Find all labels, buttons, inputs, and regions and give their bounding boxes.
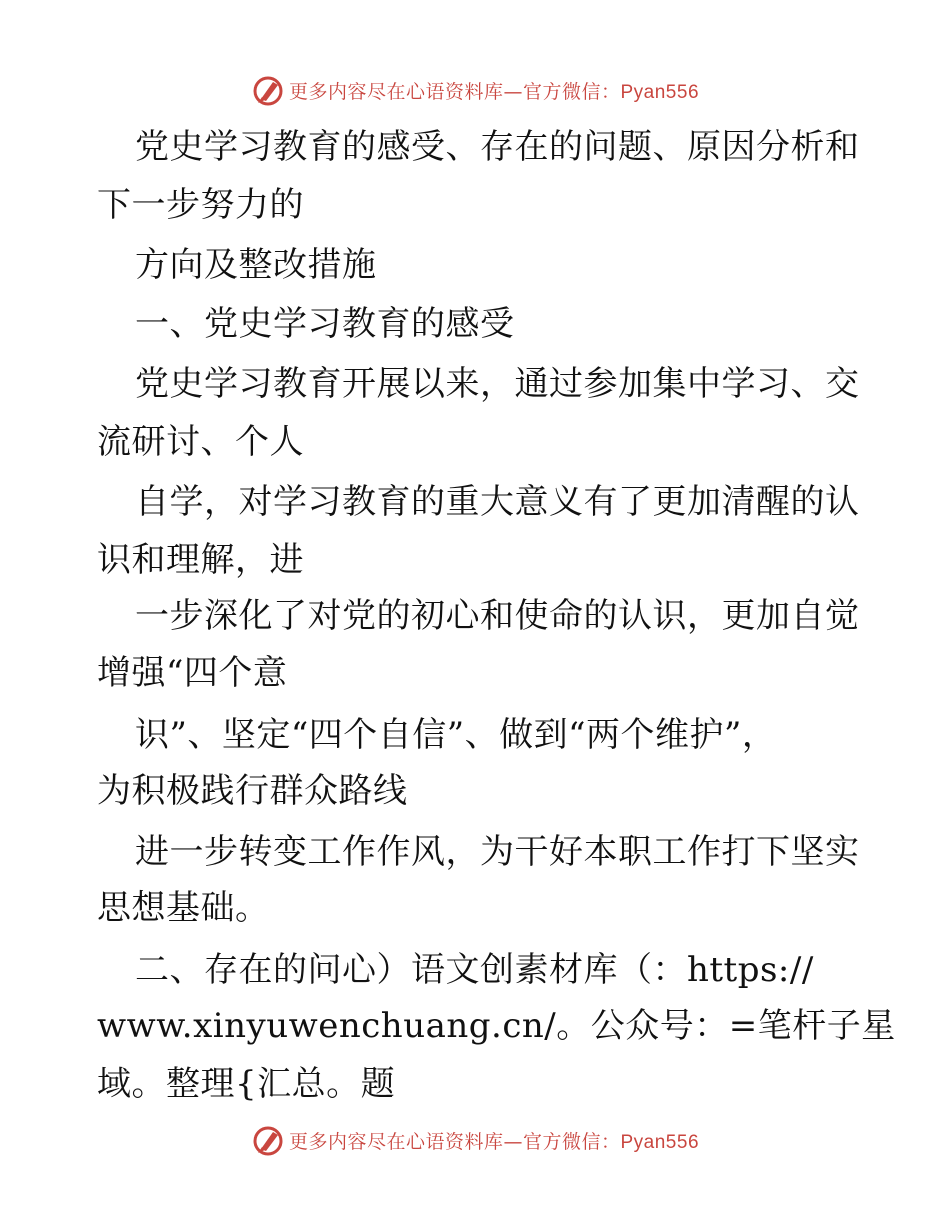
text-line: 下一步努力的	[97, 185, 304, 225]
text-line: 为积极践行群众路线	[97, 771, 408, 811]
watermark-text	[289, 1127, 699, 1154]
pen-nib-circle-icon	[251, 1123, 285, 1157]
watermark-text-cn: 更多内容尽在心语资料库—官方微信：	[288, 1130, 621, 1153]
text-line: 识和理解，进	[97, 540, 304, 580]
text-line: 一步深化了对党的初心和使命的认识，更加自觉	[135, 596, 860, 636]
watermark-text	[289, 77, 699, 104]
pen-nib-circle-icon	[251, 73, 285, 107]
text-line: 自学，对学习教育的重大意义有了更加清醒的认	[135, 482, 860, 522]
text-line: 域。整理{汇总。题	[97, 1064, 396, 1104]
header-watermark-banner	[0, 70, 950, 110]
text-line: 一、党史学习教育的感受	[135, 304, 515, 344]
footer-watermark-banner	[0, 1120, 950, 1160]
text-line: 二、存在的问心）语文创素材库（：https://	[135, 950, 814, 990]
text-line: 进一步转变工作作风，为干好本职工作打下坚实	[135, 832, 860, 872]
text-line: 党史学习教育的感受、存在的问题、原因分析和	[135, 127, 860, 167]
watermark-wechat-id: Pyan556	[620, 1131, 700, 1153]
watermark-wechat-id: Pyan556	[620, 81, 700, 103]
text-line: 识”、坚定“四个自信”、做到“两个维护”，	[135, 715, 777, 755]
watermark-text-cn: 更多内容尽在心语资料库—官方微信：	[288, 80, 621, 103]
text-line: 思想基础。	[97, 888, 270, 928]
text-line: 增强“四个意	[97, 653, 288, 693]
text-line: 党史学习教育开展以来，通过参加集中学习、交	[135, 364, 860, 404]
text-line: www.xinyuwenchuang.cn/。公众号：=笔杆子星	[97, 1006, 896, 1046]
text-line: 流研讨、个人	[97, 422, 304, 462]
text-line: 方向及整改措施	[135, 245, 377, 285]
